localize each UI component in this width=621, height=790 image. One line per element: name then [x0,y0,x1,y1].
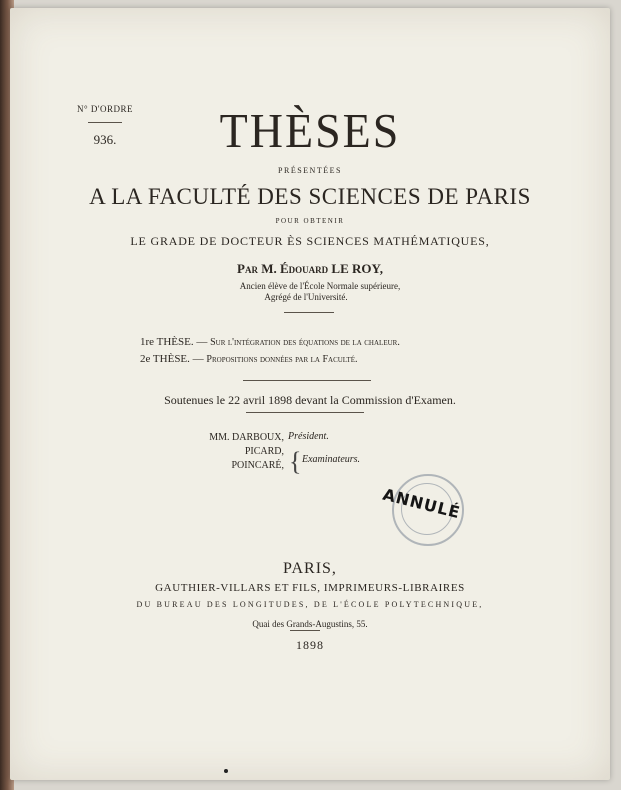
grade-line: LE GRADE DE DOCTEUR ÈS SCIENCES MATHÉMATIQUES, [130,234,490,248]
city: PARIS, [283,560,337,577]
bureau-line: DU BUREAU DES LONGITUDES, DE L'ÉCOLE POLYTECHNIQUE, [136,600,484,609]
these-2-text: Propositions données par la Faculté. [206,354,358,365]
jury-poincare: POINCARÉ, [231,460,284,471]
ordre-label: N° D'ORDRE [77,104,133,114]
address: Quai des Grands-Augustins, 55. [252,619,368,629]
soutenues-line: Soutenues le 22 avril 1898 devant la Commission d'Examen. [164,393,456,407]
faculte-heading: A LA FACULTÉ DES SCIENCES DE PARIS [89,184,531,209]
pour-obtenir: POUR OBTENIR [275,217,345,225]
presentees: PRÉSENTÉES [278,166,342,175]
ordre-number: 936. [93,132,117,147]
rule-above-soutenues [243,380,371,381]
jury-names [198,431,284,473]
author-line: Par M. Édouard LE ROY, [237,261,383,276]
publisher: GAUTHIER-VILLARS ET FILS, IMPRIMEURS-LIBRAIRES [155,582,465,594]
page-title: THÈSES [219,103,401,158]
author-agrege: Agrégé de l'Université. [264,292,348,302]
these-2-label: 2e THÈSE. — [140,353,204,365]
jury-picard: PICARD, [244,446,284,457]
year: 1898 [296,638,324,652]
title-page [10,8,610,780]
these-1-text: Sur l'intégration des équations de la chaleur. [210,337,400,348]
author-school: Ancien élève de l'École Normale supérieure, [239,281,401,291]
these-2 [140,353,357,365]
jury-darboux: MM. DARBOUX, [209,432,284,443]
annule-stamp: ANNULÉ [380,484,463,523]
jury-examinateurs: Examinateurs. [302,454,361,465]
these-1-label: 1re THÈSE. — [140,336,208,348]
jury-brace: { [289,447,302,476]
rule-above-year [290,630,320,631]
rule-below-soutenues [246,412,364,413]
ink-dot [224,769,228,773]
short-rule [284,312,334,313]
these-1 [140,336,400,348]
jury-president: Président. [288,431,329,442]
